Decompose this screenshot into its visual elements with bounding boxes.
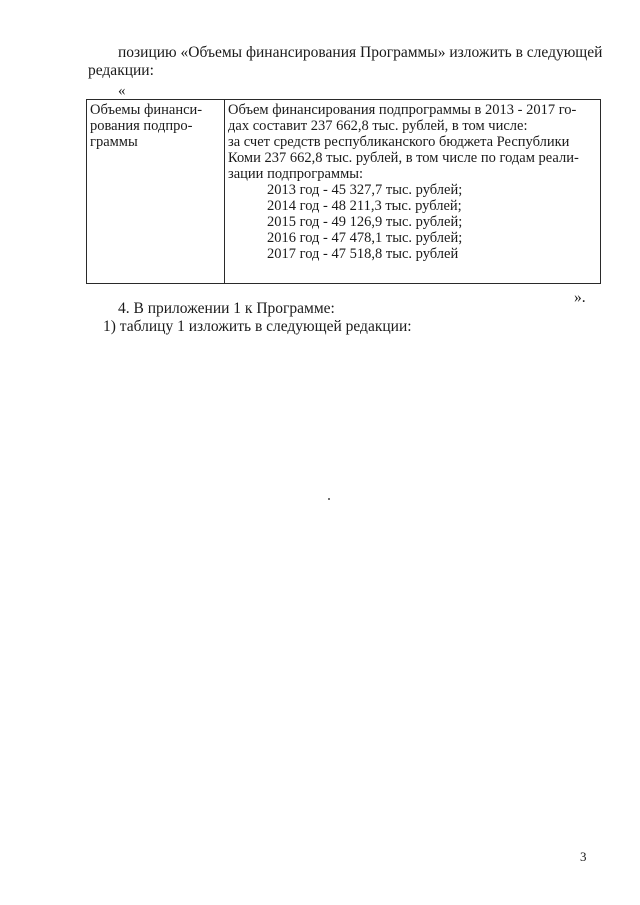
- budget-source-line: зации подпрограммы:: [228, 166, 364, 182]
- budget-source-line: Коми 237 662,8 тыс. рублей, в том числе по годам реали-: [228, 150, 579, 166]
- paragraph-4-item-1: 1) таблицу 1 изложить в следующей редакции:: [103, 318, 412, 335]
- year-funding-line: 2015 год - 49 126,9 тыс. рублей;: [267, 214, 463, 230]
- funding-total-line: Объем финансирования подпрограммы в 2013 - 2017 го-: [228, 102, 577, 118]
- funding-label-cell: [87, 100, 225, 284]
- funding-label-line: рования подпро-: [90, 118, 193, 134]
- funding-table: [86, 99, 601, 284]
- opening-quote: «: [118, 83, 126, 99]
- table-row: [87, 100, 601, 284]
- intro-line-1: позицию «Объемы финансирования Программы» изложить в следующей: [118, 44, 603, 61]
- year-funding-line: 2014 год - 48 211,3 тыс. рублей;: [267, 198, 462, 214]
- closing-quote: ».: [574, 289, 586, 306]
- funding-total-line: дах составит 237 662,8 тыс. рублей, в том числе:: [228, 118, 528, 134]
- paragraph-4: 4. В приложении 1 к Программе:: [118, 300, 335, 317]
- funding-label-line: граммы: [90, 134, 138, 150]
- scan-speck: [328, 498, 330, 500]
- page-number: 3: [580, 849, 587, 864]
- intro-line-2: редакции:: [88, 62, 154, 79]
- year-funding-line: 2017 год - 47 518,8 тыс. рублей: [267, 246, 459, 262]
- funding-label-line: Объемы финанси-: [90, 102, 203, 118]
- budget-source-line: за счет средств республиканского бюджета Республики: [228, 134, 570, 150]
- funding-content-cell: [225, 100, 601, 284]
- year-funding-line: 2016 год - 47 478,1 тыс. рублей;: [267, 230, 463, 246]
- year-funding-line: 2013 год - 45 327,7 тыс. рублей;: [267, 182, 463, 198]
